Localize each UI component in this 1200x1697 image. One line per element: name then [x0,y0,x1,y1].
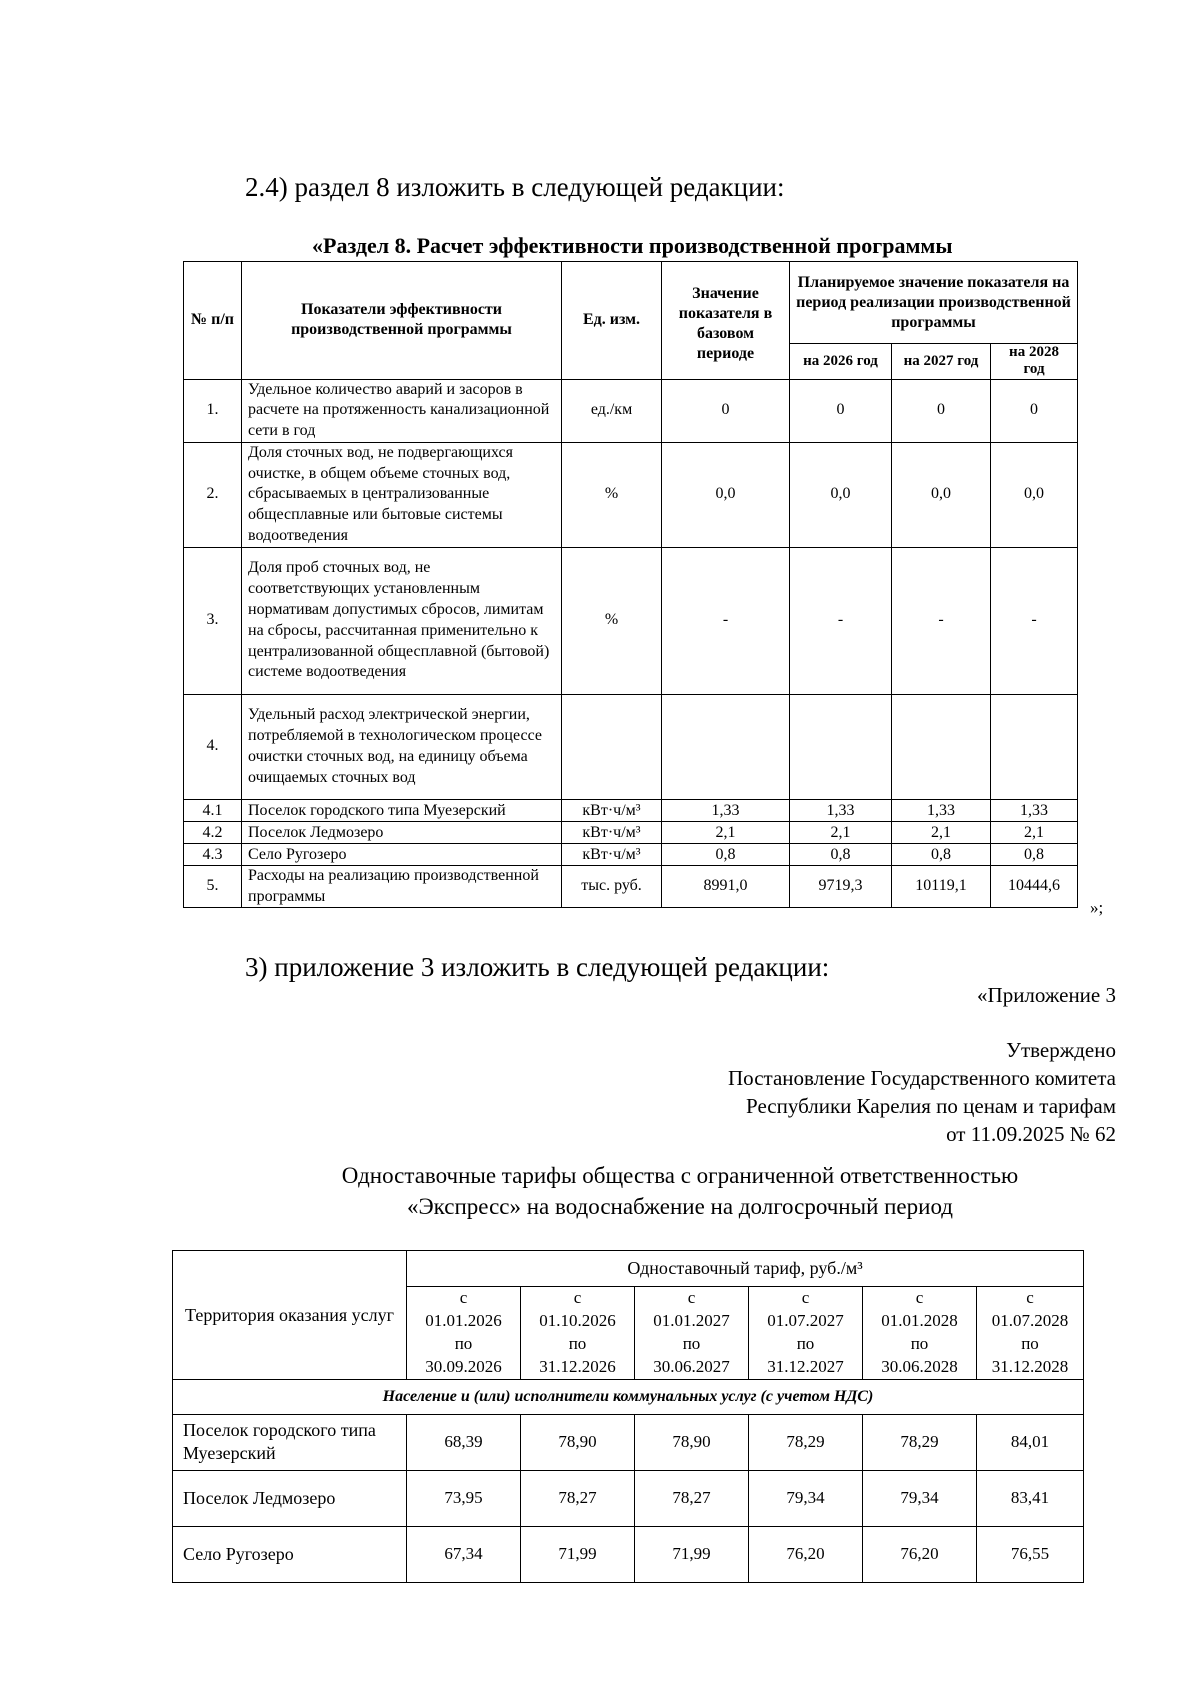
tariff-value: 83,41 [977,1470,1084,1526]
header-unit: Ед. изм. [562,262,662,380]
tariff-value: 84,01 [977,1414,1084,1470]
tariff-title-line-1: Одноставочные тарифы общества с ограниченной ответственностью [341,1163,1019,1188]
row-base: 0 [662,379,790,442]
row-2026: - [790,547,892,694]
header-base-value: Значение показателя в базовом периоде [662,262,790,380]
row-2026: 0 [790,379,892,442]
tariff-value: 79,34 [749,1470,863,1526]
approved-label: Утверждено [1006,1038,1116,1062]
tariff-table-title [250,1160,1110,1222]
header-num: № п/п [184,262,242,380]
tariff-value: 79,34 [863,1470,977,1526]
tariff-value: 78,27 [521,1470,635,1526]
table-row [173,1526,1084,1582]
row-unit [562,694,662,799]
section-2-4-heading: 2.4) раздел 8 изложить в следующей редакции: [245,172,785,202]
tariff-table [172,1250,1084,1583]
table-row [173,1414,1084,1470]
row-2027: 2,1 [892,821,991,843]
row-2028: 10444,6 [991,865,1078,908]
row-indicator: Село Ругозеро [242,843,562,865]
header-indicator: Показатели эффективности производственной программы [242,262,562,380]
table-row [184,442,1078,547]
section-3-heading: 3) приложение 3 изложить в следующей редакции: [245,952,830,982]
row-unit: ед./км [562,379,662,442]
section-8-title: «Раздел 8. Расчет эффективности производственной программы [312,233,953,258]
period-header: с 01.01.2027 по 30.06.2027 [635,1287,749,1380]
header-planned: Планируемое значение показателя на период реализации производственной программы [790,262,1078,344]
row-unit: % [562,547,662,694]
resolution-date-number: от 11.09.2025 № 62 [946,1122,1116,1146]
row-base: 0,8 [662,843,790,865]
row-base: 8991,0 [662,865,790,908]
row-2026: 9719,3 [790,865,892,908]
row-2026: 2,1 [790,821,892,843]
row-2028: 0,8 [991,843,1078,865]
row-num: 2. [184,442,242,547]
row-2026 [790,694,892,799]
tariff-value: 78,27 [635,1470,749,1526]
tariff-title-line-2: «Экспресс» на водоснабжение на долгосрочный период [406,1194,953,1219]
row-2028 [991,694,1078,799]
row-2026: 0,8 [790,843,892,865]
row-unit: % [562,442,662,547]
row-indicator: Удельный расход электрической энергии, потребляемой в технологическом процессе очистки сточных вод, на единицу объема очищаемых сточных вод [242,694,562,799]
table-row [173,1470,1084,1526]
header-year-2027: на 2027 год [892,344,991,380]
row-2027 [892,694,991,799]
tariff-value: 71,99 [635,1526,749,1582]
row-2028: 1,33 [991,799,1078,821]
row-base: 0,0 [662,442,790,547]
consumer-group-row: Население и (или) исполнители коммунальных услуг (с учетом НДС) [173,1379,1084,1414]
period-header: с 01.07.2028 по 31.12.2028 [977,1287,1084,1380]
row-unit: кВт·ч/м³ [562,843,662,865]
table-row [184,799,1078,821]
row-base: - [662,547,790,694]
row-2028: 2,1 [991,821,1078,843]
period-header: с 01.07.2027 по 31.12.2027 [749,1287,863,1380]
row-num: 4.1 [184,799,242,821]
table-row [184,547,1078,694]
row-base: 2,1 [662,821,790,843]
row-indicator: Доля проб сточных вод, не соответствующих установленным нормативам допустимых сбросов, лимитам на сбросы, рассчитанная применительно к централизованной общесплавной (бытовой) системе водоотведения [242,547,562,694]
row-indicator: Поселок городского типа Муезерский [242,799,562,821]
tariff-value: 67,34 [407,1526,521,1582]
row-indicator: Расходы на реализацию производственной программы [242,865,562,908]
period-header: с 01.10.2026 по 31.12.2026 [521,1287,635,1380]
tariff-value: 76,20 [749,1526,863,1582]
row-2027: 0,8 [892,843,991,865]
appendix-label: «Приложение 3 [977,983,1116,1007]
territory-cell: Село Ругозеро [173,1526,407,1582]
approval-block [728,1036,1116,1148]
territory-cell: Поселок городского типа Муезерский [173,1414,407,1470]
tariff-value: 76,55 [977,1526,1084,1582]
tariff-value: 78,90 [521,1414,635,1470]
tariff-header: Одноставочный тариф, руб./м³ [407,1251,1084,1287]
row-num: 3. [184,547,242,694]
efficiency-table [183,261,1078,908]
row-2028: - [991,547,1078,694]
row-unit: кВт·ч/м³ [562,799,662,821]
row-base: 1,33 [662,799,790,821]
row-2028: 0,0 [991,442,1078,547]
row-2026: 1,33 [790,799,892,821]
row-2026: 0,0 [790,442,892,547]
row-2027: - [892,547,991,694]
row-num: 4.3 [184,843,242,865]
row-2028: 0 [991,379,1078,442]
row-unit: кВт·ч/м³ [562,821,662,843]
tariff-value: 76,20 [863,1526,977,1582]
row-num: 4.2 [184,821,242,843]
table-row [184,865,1078,908]
row-indicator: Доля сточных вод, не подвергающихся очистке, в общем объеме сточных вод, сбрасываемых в централизованные общесплавные или бытовые системы водоотведения [242,442,562,547]
row-indicator: Поселок Ледмозеро [242,821,562,843]
row-2027: 0 [892,379,991,442]
resolution-line-2: Республики Карелия по ценам и тарифам [746,1094,1116,1118]
tariff-value: 73,95 [407,1470,521,1526]
row-2027: 0,0 [892,442,991,547]
period-header: с 01.01.2028 по 30.06.2028 [863,1287,977,1380]
tariff-value: 78,29 [863,1414,977,1470]
tariff-value: 78,29 [749,1414,863,1470]
table-row [184,379,1078,442]
header-year-2028: на 2028 год [991,344,1078,380]
tariff-value: 68,39 [407,1414,521,1470]
row-unit: тыс. руб. [562,865,662,908]
tariff-value: 78,90 [635,1414,749,1470]
row-indicator: Удельное количество аварий и засоров в расчете на протяженность канализационной сети в год [242,379,562,442]
territory-cell: Поселок Ледмозеро [173,1470,407,1526]
resolution-line-1: Постановление Государственного комитета [728,1066,1116,1090]
table-row [184,694,1078,799]
header-year-2026: на 2026 год [790,344,892,380]
table-row [184,843,1078,865]
row-base [662,694,790,799]
tariff-value: 71,99 [521,1526,635,1582]
row-2027: 10119,1 [892,865,991,908]
row-2027: 1,33 [892,799,991,821]
table-row [184,821,1078,843]
period-header: с 01.01.2026 по 30.09.2026 [407,1287,521,1380]
territory-header: Территория оказания услуг [173,1251,407,1380]
row-num: 1. [184,379,242,442]
row-num: 4. [184,694,242,799]
section-8-closing-quote: »; [1090,898,1104,917]
row-num: 5. [184,865,242,908]
